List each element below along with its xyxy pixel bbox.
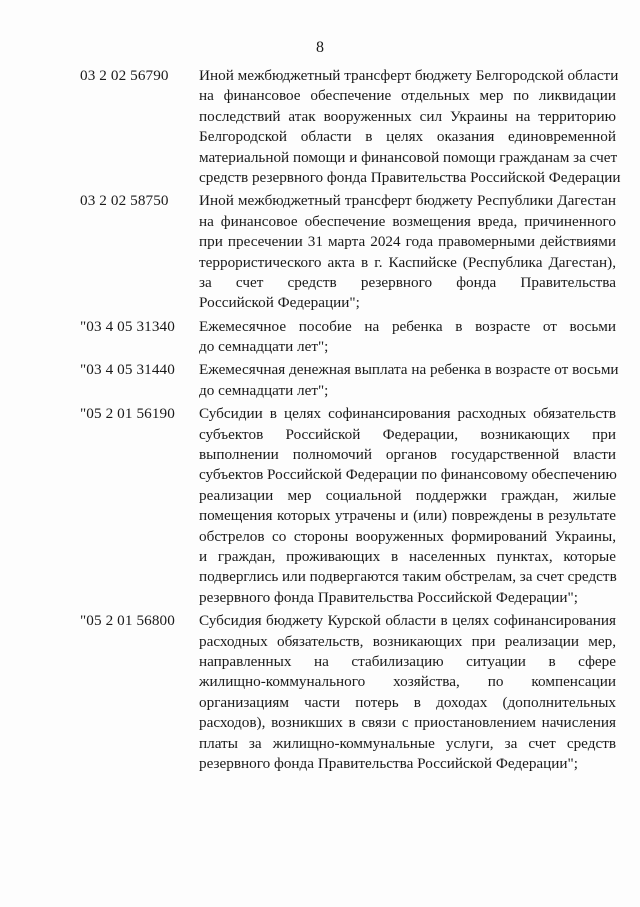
description-line: организациям части потерь в доходах (дополнительных (199, 693, 616, 711)
entry-description (199, 317, 616, 358)
description-line: материальной помощи и финансовой помощи гражданам за счет (199, 148, 618, 166)
entry-description (199, 360, 619, 401)
description-line: Российской Федерации"; (199, 294, 360, 312)
description-line: резервного фонда Правительства Российской Федерации"; (199, 754, 578, 772)
description-line: Белгородской области в целях оказания единовременной (199, 128, 616, 146)
classification-entry (0, 611, 640, 774)
budget-code: "05 2 01 56190 (80, 405, 175, 423)
description-line: Субсидии в целях софинансирования расходных обязательств (199, 405, 616, 423)
description-line: Иной межбюджетный трансферт бюджету Белгородской области (199, 67, 619, 84)
budget-code: 03 2 02 58750 (80, 192, 169, 210)
description-line: и граждан, проживающих в населенных пунктах, которые (199, 547, 616, 565)
description-line: жилищно-коммунального хозяйства, по компенсации (199, 673, 616, 691)
budget-code: "03 4 05 31340 (80, 317, 175, 335)
classification-entry (0, 66, 640, 188)
description-line: Иной межбюджетный трансферт бюджету Республики Дагестан (199, 192, 616, 210)
budget-code: "03 4 05 31440 (80, 361, 175, 379)
classification-entry (0, 191, 640, 313)
description-line: реализации мер социальной поддержки граждан, жилые (199, 486, 616, 504)
description-line: подверглись или подвергаются таким обстрелам, за счет средств (199, 568, 617, 586)
description-line: Ежемесячная денежная выплата на ребенка в возрасте от восьми (199, 361, 619, 379)
description-line: террористического акта в г. Каспийске (Республика Дагестан), (199, 253, 616, 271)
description-line: за счет средств резервного фонда Правительства (199, 273, 616, 291)
description-line: до семнадцати лет"; (199, 338, 329, 356)
description-line: на финансовое обеспечение отдельных мер по ликвидации (199, 87, 616, 105)
entry-description (199, 191, 616, 313)
classification-entry (0, 317, 640, 358)
page-number: 8 (316, 39, 324, 56)
description-line: Ежемесячное пособие на ребенка в возрасте от восьми (199, 317, 616, 335)
description-line: субъектов Российской Федерации по финансовому обеспечению (199, 466, 617, 484)
classification-entry (0, 360, 640, 401)
budget-code: "05 2 01 56800 (80, 612, 175, 630)
entry-description (199, 404, 616, 608)
description-line: средств резервного фонда Правительства Российской Федерации (199, 168, 621, 186)
description-line: субъектов Российской Федерации, возникающих при (199, 425, 616, 443)
description-line: последствий атак вооруженных сил Украины на территорию (199, 107, 616, 125)
description-line: на финансовое обеспечение возмещения вреда, причиненного (199, 212, 616, 230)
description-line: при пресечении 31 марта 2024 года правомерными действиями (199, 233, 616, 251)
description-line: платы за жилищно-коммунальные услуги, за счет средств (199, 734, 616, 752)
description-line: направленных на стабилизацию ситуации в сфере (199, 652, 616, 670)
classification-entries (0, 66, 640, 777)
description-line: Субсидия бюджету Курской области в целях софинансирования (199, 612, 616, 630)
classification-entry (0, 404, 640, 608)
description-line: обстрелов со стороны вооруженных формирований Украины, (199, 527, 616, 545)
entry-description (199, 611, 616, 774)
description-line: резервного фонда Правительства Российской Федерации"; (199, 588, 578, 606)
description-line: выполнении полномочий органов государственной власти (199, 446, 616, 464)
entry-description (199, 66, 621, 188)
description-line: расходных обязательств, возникающих при реализации мер, (199, 632, 616, 650)
description-line: расходов), возникших в связи с приостановлением начисления (199, 714, 616, 732)
budget-code: 03 2 02 56790 (80, 67, 169, 84)
description-line: до семнадцати лет"; (199, 381, 329, 399)
description-line: помещения которых утрачены и (или) повреждены в результате (199, 507, 616, 525)
